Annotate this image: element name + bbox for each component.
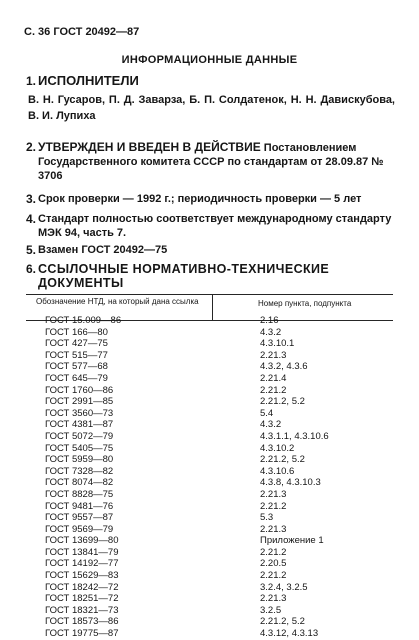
section-heading: ИСПОЛНИТЕЛИ	[38, 73, 139, 88]
section-number: 4.	[26, 212, 37, 226]
table-row	[0, 466, 419, 478]
item-number: 4.3.2, 4.3.6	[260, 361, 308, 373]
table-row	[0, 443, 419, 455]
section-number: 2.	[26, 140, 37, 154]
ntd-designation: ГОСТ 13841—79	[45, 546, 119, 558]
table-row	[0, 396, 419, 408]
section-1	[26, 74, 395, 124]
table-row	[0, 605, 419, 617]
table-row	[0, 558, 419, 570]
ntd-designation: ГОСТ 14192—77	[45, 558, 119, 570]
table-row	[0, 616, 419, 628]
table-row	[0, 582, 419, 594]
item-number: 2.21.2, 5.2	[260, 454, 305, 466]
item-number: 4.3.10.1	[260, 338, 295, 350]
item-number: 5.3	[260, 512, 274, 524]
ntd-designation: ГОСТ 19775—87	[45, 628, 119, 640]
section-number: 3.	[26, 192, 37, 206]
section-number: 1.	[26, 74, 37, 88]
ntd-designation: ГОСТ 15629—83	[45, 570, 119, 582]
section-text: Стандарт полностью соответствует международному стандарту МЭК 94, часть 7.	[38, 213, 392, 239]
section-text: Взамен ГОСТ 20492—75	[38, 244, 168, 256]
page-header: С. 36 ГОСТ 20492—87	[24, 26, 140, 38]
table-row	[0, 350, 419, 362]
section-4	[26, 212, 395, 240]
info-title: ИНФОРМАЦИОННЫЕ ДАННЫЕ	[121, 54, 298, 66]
ntd-designation: ГОСТ 9557—87	[45, 512, 114, 524]
item-number: 3.2.5	[260, 604, 282, 616]
table-row	[0, 454, 419, 466]
item-number: 2.21.2	[260, 384, 287, 396]
table-row	[0, 315, 419, 327]
item-number: 2.21.3	[260, 593, 287, 605]
ntd-designation: ГОСТ 18242—72	[45, 581, 119, 593]
section-number: 6.	[26, 262, 37, 276]
item-number: 2.16	[260, 315, 279, 326]
column-header-ntd: Обозначение НТД, на который дана ссылка	[36, 297, 199, 306]
ntd-designation: ГОСТ 5405—75	[45, 442, 114, 454]
table-top-rule	[26, 294, 393, 295]
table-row	[0, 512, 419, 524]
ntd-designation: ГОСТ 13699—80	[45, 535, 119, 547]
ntd-designation: ГОСТ 15.009—86	[45, 315, 122, 326]
ntd-designation: ГОСТ 427—75	[45, 338, 108, 350]
table-row	[0, 489, 419, 501]
item-number: 2.21.2	[260, 500, 287, 512]
ntd-designation: ГОСТ 9569—79	[45, 523, 114, 535]
item-number: 2.20.5	[260, 558, 287, 570]
table-row	[0, 593, 419, 605]
authors-list: В. Н. Гусаров, П. Д. Заварза, Б. П. Солдатенок, Н. Н. Давискубова, В. И. Лупиха	[28, 94, 395, 122]
table-row	[0, 524, 419, 536]
ntd-designation: ГОСТ 8828—75	[45, 488, 114, 500]
ntd-designation: ГОСТ 18573—86	[45, 616, 119, 628]
ntd-designation: ГОСТ 166—80	[45, 326, 108, 338]
item-number: 4.3.10.6	[260, 465, 295, 477]
section-5	[26, 243, 395, 257]
table-row	[0, 327, 419, 339]
ntd-designation: ГОСТ 8074—82	[45, 477, 114, 489]
table-row	[0, 547, 419, 559]
table-row	[0, 477, 419, 489]
ntd-designation: ГОСТ 645—79	[45, 372, 108, 384]
item-number: 2.21.2, 5.2	[260, 396, 305, 408]
section-2	[26, 140, 395, 183]
item-number: Приложение 1	[260, 535, 324, 547]
item-number: 4.3.8, 4.3.10.3	[260, 477, 321, 489]
table-row	[0, 570, 419, 582]
item-number: 4.3.12, 4.3.13	[260, 628, 319, 640]
item-number: 4.3.2	[260, 419, 282, 431]
ntd-designation: ГОСТ 1760—86	[45, 384, 114, 396]
item-number: 4.3.1.1, 4.3.10.6	[260, 430, 329, 442]
item-number: 4.3.2	[260, 326, 282, 338]
item-number: 2.21.2	[260, 546, 287, 558]
table-row	[0, 535, 419, 547]
ntd-designation: ГОСТ 3560—73	[45, 407, 114, 419]
item-number: 2.21.3	[260, 488, 287, 500]
table-row	[0, 419, 419, 431]
item-number: 2.21.3	[260, 349, 287, 361]
section-heading: ССЫЛОЧНЫЕ НОРМАТИВНО-ТЕХНИЧЕСКИЕ ДОКУМЕНТЫ	[38, 262, 330, 290]
item-number: 5.4	[260, 407, 274, 419]
section-text: Постановлением Государственного комитета СССР по стандартам от 28.09.87 № 3706	[38, 142, 384, 182]
section-heading: УТВЕРЖДЕН И ВВЕДЕН В ДЕЙСТВИЕ	[38, 140, 261, 154]
section-number: 5.	[26, 243, 37, 257]
item-number: 2.21.3	[260, 523, 287, 535]
section-3	[26, 192, 395, 206]
section-6	[26, 262, 395, 290]
ntd-designation: ГОСТ 18251—72	[45, 593, 119, 605]
table-row	[0, 408, 419, 420]
item-number: 2.21.2, 5.2	[260, 616, 305, 628]
column-header-item: Номер пункта, подпункта	[258, 299, 352, 308]
table-row	[0, 385, 419, 397]
table-row	[0, 373, 419, 385]
ntd-designation: ГОСТ 4381—87	[45, 419, 114, 431]
table-body	[0, 315, 419, 640]
section-text: Срок проверки — 1992 г.; периодичность проверки — 5 лет	[38, 193, 362, 205]
table-row	[0, 361, 419, 373]
table-row	[0, 628, 419, 640]
item-number: 2.21.2	[260, 570, 287, 582]
ntd-designation: ГОСТ 2991—85	[45, 396, 114, 408]
ntd-designation: ГОСТ 5072—79	[45, 430, 114, 442]
table-row	[0, 338, 419, 350]
ntd-designation: ГОСТ 5959—80	[45, 454, 114, 466]
ntd-designation: ГОСТ 18321—73	[45, 604, 119, 616]
ntd-designation: ГОСТ 577—68	[45, 361, 108, 373]
item-number: 3.2.4, 3.2.5	[260, 581, 308, 593]
ntd-designation: ГОСТ 7328—82	[45, 465, 114, 477]
table-row	[0, 501, 419, 513]
item-number: 4.3.10.2	[260, 442, 295, 454]
ntd-designation: ГОСТ 515—77	[45, 349, 108, 361]
ntd-designation: ГОСТ 9481—76	[45, 500, 114, 512]
table-row	[0, 431, 419, 443]
item-number: 2.21.4	[260, 372, 287, 384]
